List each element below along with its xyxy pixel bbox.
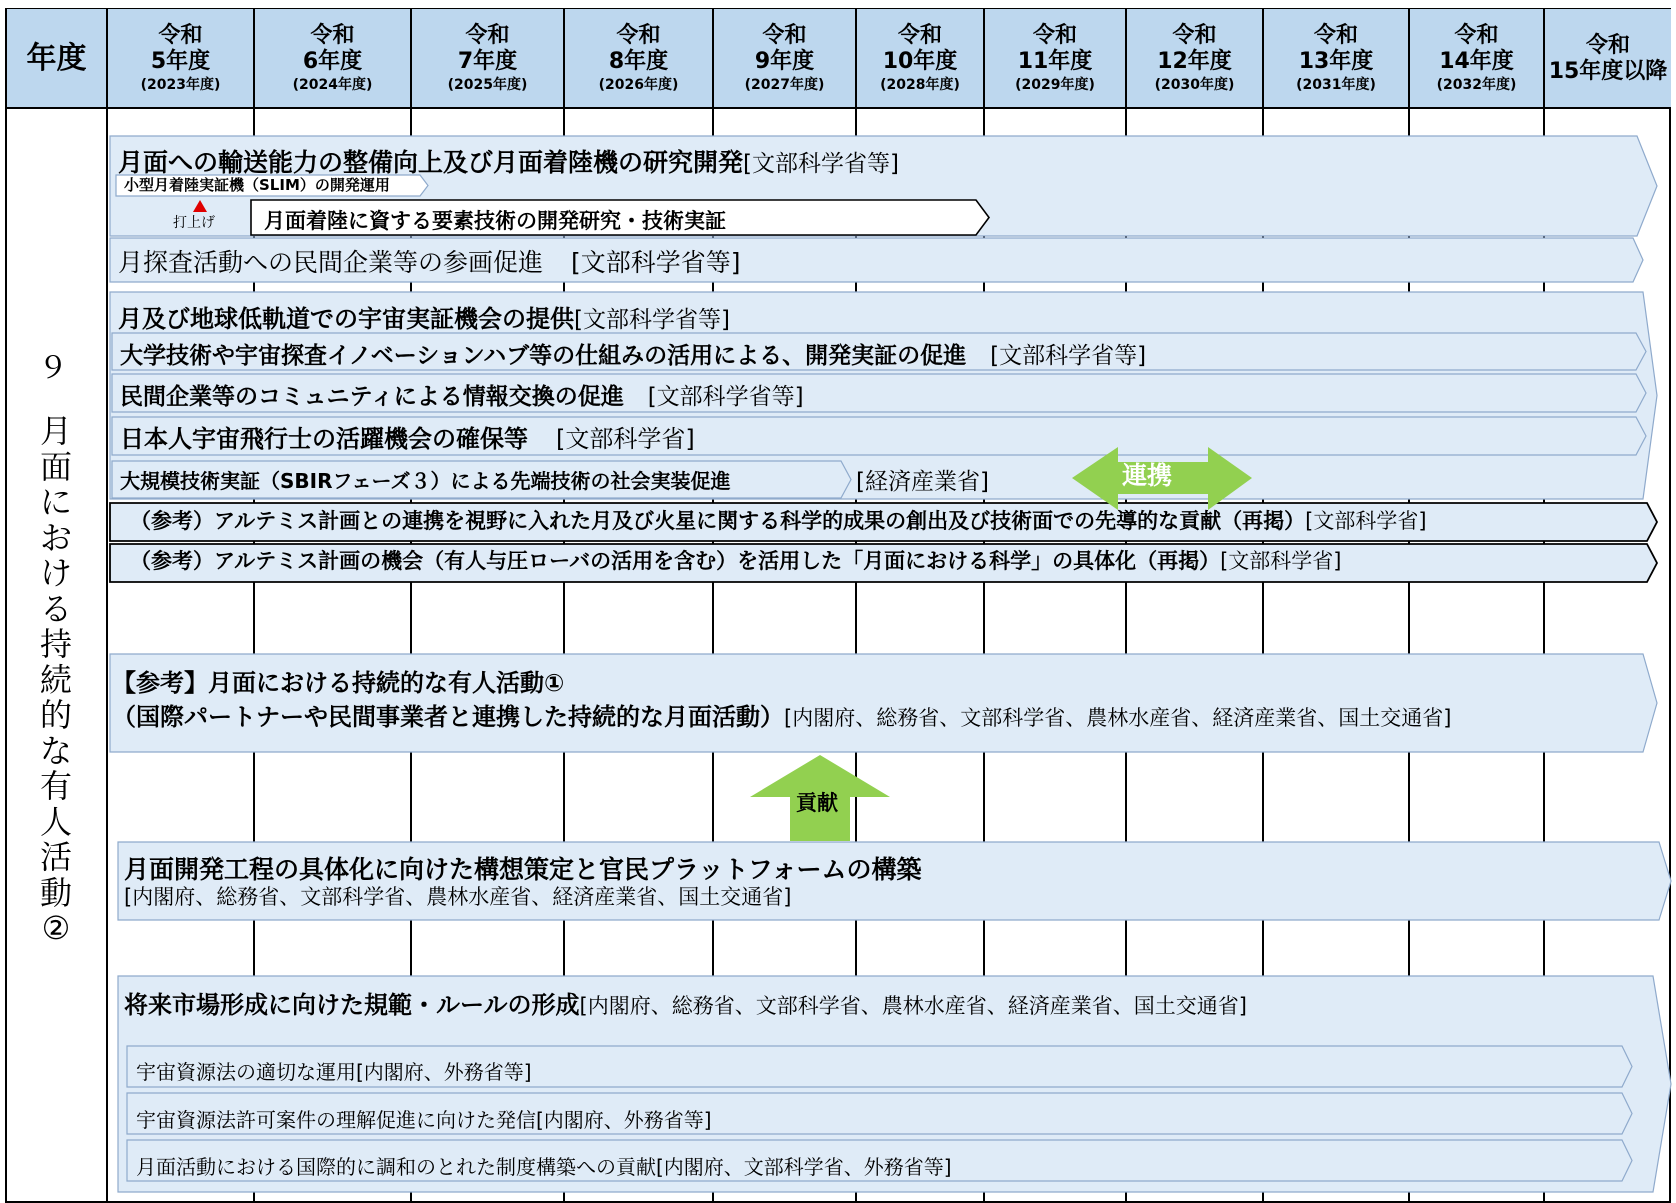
innovation-hub-item xyxy=(120,345,1146,368)
year-column-western: (2023年度) xyxy=(140,76,221,93)
intl-regime-item xyxy=(136,1157,952,1177)
year-column-era: 令和 xyxy=(1313,22,1358,48)
platform-ministry: [内閣府、総務省、文部科学省、農林水産省、経済産業省、国土交通省] xyxy=(124,885,792,909)
intl-regime-ministry: [内閣府、文部科学省、外務省等] xyxy=(656,1155,952,1179)
artemis-science-ministry: [文部科学省] xyxy=(1305,509,1427,533)
year-header-label: 年度 xyxy=(26,40,87,76)
year-column-western: (2032年度) xyxy=(1436,76,1517,93)
intl-regime-title: 月面活動における国際的に調和のとれた制度構築への貢献 xyxy=(136,1155,656,1179)
year-column-era: 令和 xyxy=(1172,22,1217,48)
resource-law-permit-ministry: [内閣府、外務省等] xyxy=(536,1108,712,1132)
astronaut-title: 日本人宇宙飛行士の活躍機会の確保等 xyxy=(120,425,528,453)
demo-opportunity-ministry: [文部科学省等] xyxy=(574,307,730,333)
year-column-era: 令和 xyxy=(158,22,203,48)
sustained-activity-title-line2: （国際パートナーや民間事業者と連携した持続的な月面活動） xyxy=(112,703,784,731)
year-column-year: 10年度 xyxy=(882,48,958,74)
year-column-year: 15年度以降 xyxy=(1548,58,1668,84)
year-column-era: 令和 xyxy=(897,22,942,48)
year-column-year: 8年度 xyxy=(608,48,669,74)
year-column-era: 令和 xyxy=(310,22,355,48)
year-column-era: 令和 xyxy=(762,22,807,48)
section-title-char: お xyxy=(39,518,72,557)
artemis-science-item xyxy=(130,511,1427,532)
year-column-year: 6年度 xyxy=(302,48,363,74)
section-title-char: に xyxy=(39,483,72,521)
sustained-activity-item xyxy=(112,705,1451,729)
year-column-year: 5年度 xyxy=(150,48,211,74)
section-title-char: 持 xyxy=(39,625,72,663)
artemis-rover-title: （参考）アルテミス計画の機会（有人与圧ローバの活用を含む）を活用した「月面における科学」の具体化（再掲） xyxy=(130,549,1221,573)
innovation-hub-ministry: [文部科学省等] xyxy=(990,343,1147,369)
lunar-transport-ministry: [文部科学省等] xyxy=(743,151,899,177)
year-column-western: (2029年度) xyxy=(1015,76,1095,93)
resource-law-permit-title: 宇宙資源法許可案件の理解促進に向けた発信 xyxy=(136,1108,536,1132)
year-column-year: 11年度 xyxy=(1017,48,1093,74)
year-column-year: 14年度 xyxy=(1439,48,1514,74)
section-title-char: け xyxy=(39,554,72,592)
section-title-char: 動 xyxy=(39,873,72,912)
year-column-western: (2025年度) xyxy=(447,76,528,93)
section-title-char: 活 xyxy=(39,838,72,876)
year-column-western: (2031年度) xyxy=(1296,76,1376,93)
year-column-western: (2028年度) xyxy=(880,76,960,93)
innovation-hub-title: 大学技術や宇宙探査イノベーションハブ等の仕組みの活用による、開発実証の促進 xyxy=(120,343,967,369)
demo-opportunity-item xyxy=(118,307,730,332)
section-title-char: 続 xyxy=(39,660,72,699)
section-title-char: 月 xyxy=(39,412,72,450)
cooperation-arrow-label: 連携 xyxy=(1122,461,1173,490)
contribution-arrow-label: 貢献 xyxy=(796,791,838,815)
lunar-transport-item xyxy=(118,150,899,176)
year-column-western: (2027年度) xyxy=(744,76,825,93)
year-column-year: 12年度 xyxy=(1157,48,1232,74)
section-title-char: 面 xyxy=(39,447,72,486)
section-title-char: 人 xyxy=(39,802,72,841)
artemis-rover-ministry: [文部科学省] xyxy=(1220,549,1342,573)
launch-label: 打上げ xyxy=(173,215,215,231)
year-column-year: 13年度 xyxy=(1298,48,1374,74)
resource-law-item xyxy=(136,1062,532,1082)
year-column-year: 7年度 xyxy=(457,48,518,74)
sustained-activity-ministry: [内閣府、総務省、文部科学省、農林水産省、経済産業省、国土交通省] xyxy=(784,706,1452,730)
community-item xyxy=(120,386,804,409)
resource-law-title: 宇宙資源法の適切な運用 xyxy=(136,1060,356,1084)
platform-title: 月面開発工程の具体化に向けた構想策定と官民プラットフォームの構築 xyxy=(124,855,922,884)
private-participation-ministry: [文部科学省等] xyxy=(571,248,741,277)
year-column-era: 令和 xyxy=(1454,22,1499,48)
private-participation-item xyxy=(118,250,741,275)
resource-law-permit-item xyxy=(136,1110,712,1130)
astronaut-ministry: [文部科学省] xyxy=(556,425,695,453)
section-title-char: 的 xyxy=(39,696,72,734)
section-title-char: 有 xyxy=(39,767,72,805)
year-column-western: (2030年度) xyxy=(1154,76,1235,93)
year-column-year: 9年度 xyxy=(754,48,815,74)
demo-opportunity-title: 月及び地球低軌道での宇宙実証機会の提供 xyxy=(118,305,574,333)
sustained-activity-title-line1: 【参考】月面における持続的な有人活動① xyxy=(112,669,565,697)
section-title-char: ② xyxy=(41,909,71,947)
sbir-title: 大規模技術実証（SBIRフェーズ３）による先端技術の社会実装促進 xyxy=(120,469,731,493)
slim-title: 小型月着陸実証機（SLIM）の開発運用 xyxy=(124,176,390,194)
community-title: 民間企業等のコミュニティによる情報交換の促進 xyxy=(120,384,624,410)
market-rules-title: 将来市場形成に向けた規範・ルールの形成 xyxy=(124,991,580,1019)
year-column-western: (2026年度) xyxy=(598,76,679,93)
section-title-char: る xyxy=(39,589,72,628)
lunar-transport-title: 月面への輸送能力の整備向上及び月面着陸機の研究開発 xyxy=(118,148,744,177)
year-column-era: 令和 xyxy=(1585,32,1630,58)
market-rules-item xyxy=(124,993,1247,1017)
year-column-era: 令和 xyxy=(616,22,661,48)
artemis-rover-item xyxy=(130,551,1342,572)
market-rules-ministry: [内閣府、総務省、文部科学省、農林水産省、経済産業省、国土交通省] xyxy=(579,994,1247,1018)
community-ministry: [文部科学省等] xyxy=(647,384,804,410)
year-column-era: 令和 xyxy=(465,22,510,48)
landing-tech-title: 月面着陸に資する要素技術の開発研究・技術実証 xyxy=(264,209,726,233)
resource-law-ministry: [内閣府、外務省等] xyxy=(356,1060,532,1084)
section-title-char: な xyxy=(39,731,72,770)
artemis-science-title: （参考）アルテミス計画との連携を視野に入れた月及び火星に関する科学的成果の創出及び技術面での先導的な貢献（再掲） xyxy=(130,509,1306,533)
astronaut-item xyxy=(120,427,695,451)
year-column-era: 令和 xyxy=(1032,22,1077,48)
year-column-western: (2024年度) xyxy=(292,76,373,93)
sbir-ministry: [経済産業省] xyxy=(856,469,989,495)
private-participation-title: 月探査活動への民間企業等の参画促進 xyxy=(118,248,544,277)
section-number: ９ xyxy=(38,351,68,386)
